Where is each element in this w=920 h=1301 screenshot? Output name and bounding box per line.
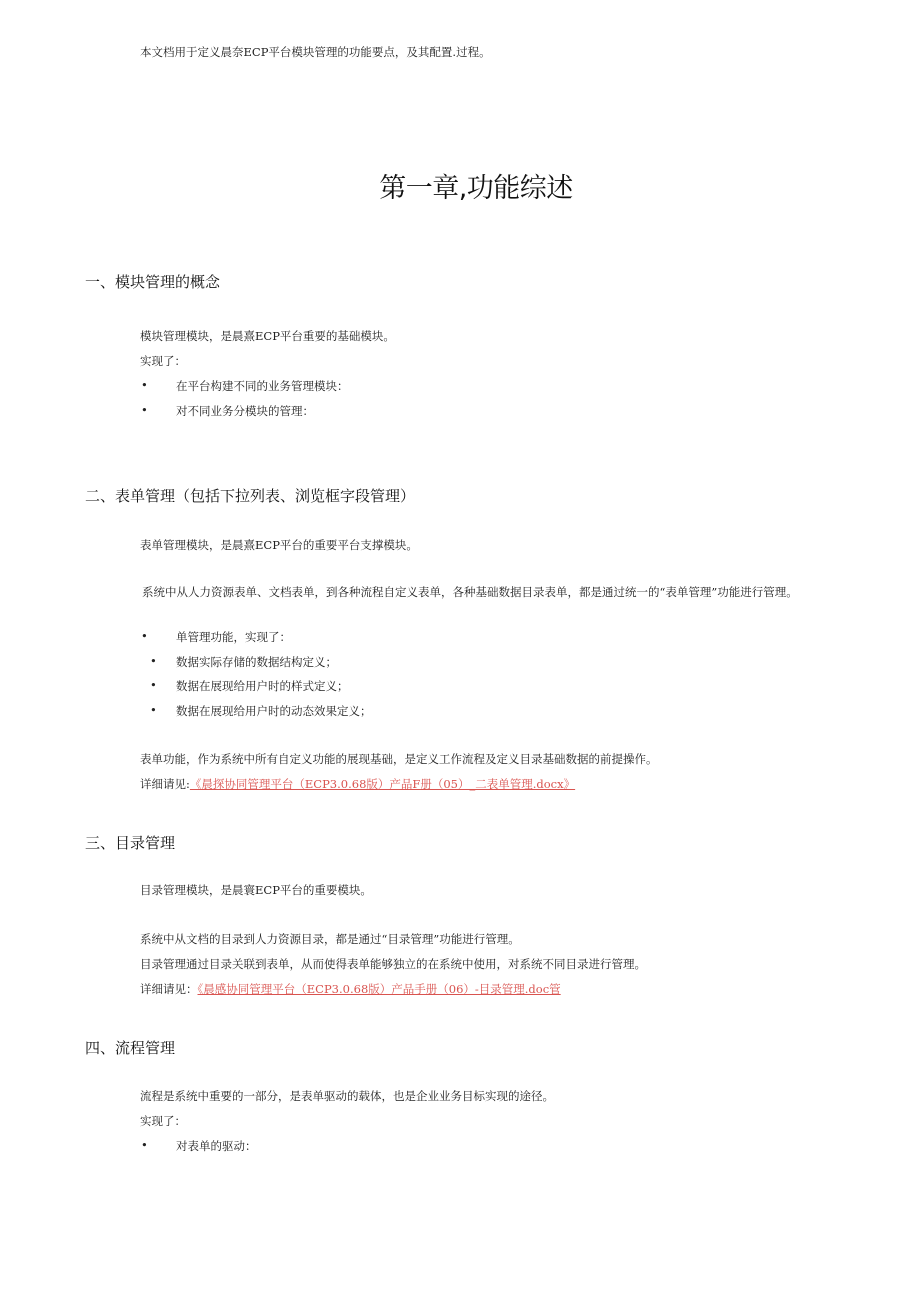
section2-para: 表单管理模块，是晨熹ECP平台的重要平台支撑模块。 <box>140 538 418 552</box>
bullet-marker: • <box>150 678 157 692</box>
section2-bullet-item: 数据在展现给用户时的动态效果定义； <box>176 704 372 718</box>
forms-doc-link[interactable]: 《晨探协同管理平台（ECP3.0.68版）产品F册（05）_二表单管理.docx》 <box>189 777 576 791</box>
directory-doc-link[interactable]: 《晨感协同管理平台（ECP3.0.68版）产品手册（06）-目录管理.doc管 <box>197 982 561 996</box>
section1-para: 实现了： <box>140 354 186 368</box>
section2-detail <box>140 776 575 792</box>
section-heading-module: 一、模块管理的概念 <box>85 273 221 291</box>
chapter-title: 第一章,功能综述 <box>379 173 573 204</box>
section2-bullet-item: 数据在展现给用户时的样式定义； <box>176 679 349 693</box>
section2-para: 表单功能，作为系统中所有自定义功能的展现基础，是定义工作流程及定义目录基础数据的前提操作。 <box>140 752 658 766</box>
bullet-marker: • <box>141 1138 148 1152</box>
bullet-marker: • <box>141 403 148 417</box>
section3-detail <box>140 981 561 997</box>
section2-bullet-item: 数据实际存储的数据结构定义； <box>176 655 337 669</box>
bullet-marker: • <box>141 378 148 392</box>
section3-para: 目录管理通过目录关联到表单，从而使得表单能够独立的在系统中使用，对系统不同目录进行管理。 <box>140 957 646 971</box>
section4-bullet-item: 对表单的驱动： <box>176 1139 257 1153</box>
detail-prefix: 详细请见： <box>140 982 198 996</box>
section4-para: 实现了： <box>140 1114 186 1128</box>
bullet-marker: • <box>150 654 157 668</box>
section2-bullet-item: 单管理功能，实现了： <box>176 630 291 644</box>
section1-bullet-item: 在平台构建不同的业务管理模块： <box>176 379 349 393</box>
section3-para: 目录管理模块，是晨寰ECP平台的重要模块。 <box>140 883 372 897</box>
detail-prefix: 详细请见: <box>140 777 190 791</box>
section2-para: 系统中从人力资源表单、文档表单，到各种流程自定义表单，各种基础数据目录表单，都是通过统一的“表单管理”功能进行管理。 <box>142 585 798 599</box>
section1-para: 模块管理模块，是晨熹ECP平台重要的基础模块。 <box>140 329 395 343</box>
bullet-marker: • <box>141 629 148 643</box>
section-heading-directory: 三、目录管理 <box>85 834 176 852</box>
section1-bullet-item: 对不同业务分模块的管理： <box>176 404 314 418</box>
section-heading-forms: 二、表单管理（包括下拉列表、浏览框字段管理） <box>85 487 416 505</box>
section3-para: 系统中从文档的目录到人力资源目录，都是通过“目录管理”功能进行管理。 <box>140 932 520 946</box>
section4-para: 流程是系统中重要的一部分，是表单驱动的载体，也是企业业务目标实现的途径。 <box>140 1089 554 1103</box>
intro-text: 本文档用于定义晨奈ECP平台模块管理的功能要点，及其配置.过程。 <box>140 45 491 59</box>
bullet-marker: • <box>150 703 157 717</box>
section-heading-workflow: 四、流程管理 <box>85 1039 176 1057</box>
